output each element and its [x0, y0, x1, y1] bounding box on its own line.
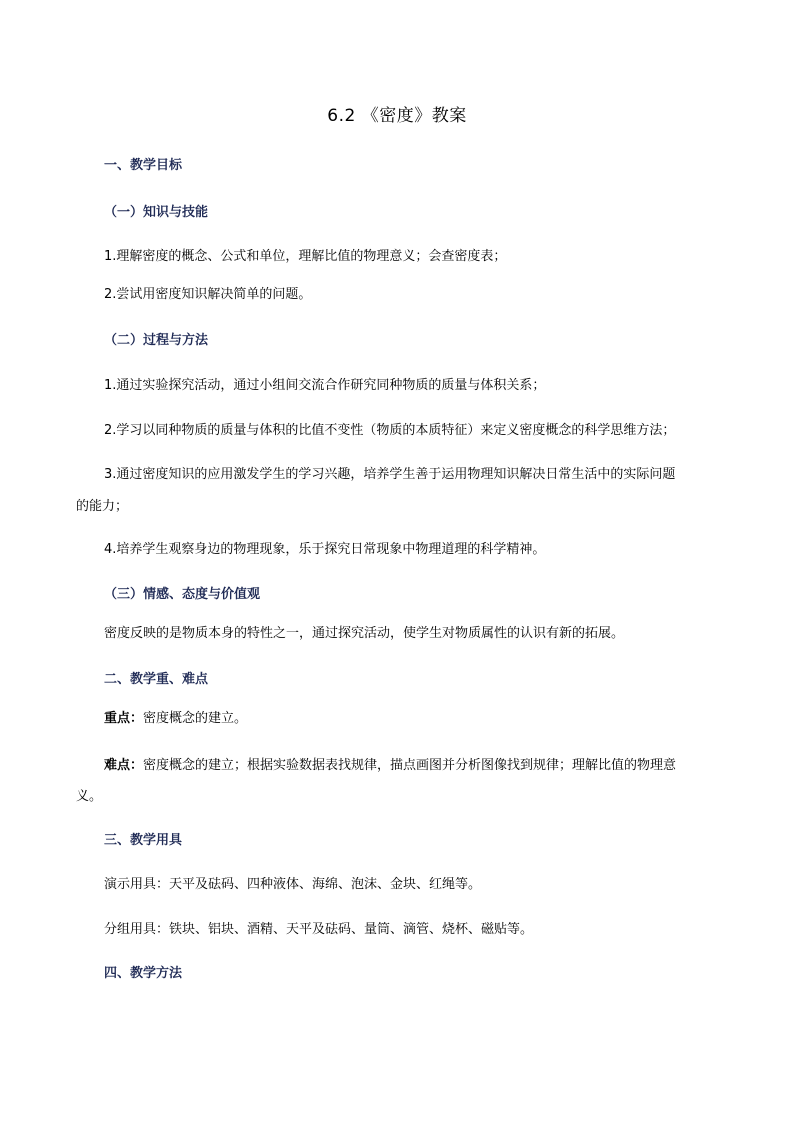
section-heading-methods: 四、教学方法 [104, 966, 183, 981]
key-point-label: 重点： [104, 711, 144, 726]
difficult-point-paragraph [104, 759, 676, 772]
list-item: 1.通过实验探究活动，通过小组间交流合作研究同种物质的质量与体积关系； [104, 378, 546, 393]
list-item: 3.通过密度知识的应用激发学生的学习兴趣，培养学生善于运用物理知识解决日常生活中的实际问题 [104, 467, 676, 482]
subheading-knowledge-skills: （一）知识与技能 [104, 205, 209, 220]
demo-tools-paragraph: 演示用具：天平及砝码、四种液体、海绵、泡沫、金块、红绳等。 [104, 877, 482, 892]
difficult-point-label: 难点： [104, 758, 144, 773]
list-item: 1.理解密度的概念、公式和单位，理解比值的物理意义；会查密度表； [104, 249, 507, 264]
difficult-point-continuation: 义。 [76, 789, 103, 804]
section-heading-objectives: 一、教学目标 [104, 158, 183, 173]
subheading-process-method: （二）过程与方法 [104, 333, 209, 348]
list-item: 2.尝试用密度知识解决简单的问题。 [104, 287, 312, 302]
subheading-attitude-values: （三）情感、态度与价值观 [104, 587, 261, 602]
difficult-point-text: 密度概念的建立；根据实验数据表找规律，描点画图并分析图像找到规律；理解比值的物理意 [143, 758, 677, 773]
page-title: 6.2 《密度》教案 [327, 106, 467, 126]
key-point-text: 密度概念的建立。 [143, 711, 248, 726]
section-heading-tools: 三、教学用具 [104, 833, 183, 848]
list-item: 2.学习以同种物质的质量与体积的比值不变性（物质的本质特征）来定义密度概念的科学思维方法； [104, 423, 676, 438]
list-item-continuation: 的能力； [76, 499, 129, 514]
list-item: 4.培养学生观察身边的物理现象，乐于探究日常现象中物理道理的科学精神。 [104, 542, 546, 557]
key-point-paragraph [104, 712, 247, 725]
section-heading-key-difficult: 二、教学重、难点 [104, 672, 209, 687]
paragraph: 密度反映的是物质本身的特性之一，通过探究活动，使学生对物质属性的认识有新的拓展。 [104, 626, 625, 641]
group-tools-paragraph: 分组用具：铁块、铝块、酒精、天平及砝码、量筒、滴管、烧杯、磁贴等。 [104, 922, 534, 937]
